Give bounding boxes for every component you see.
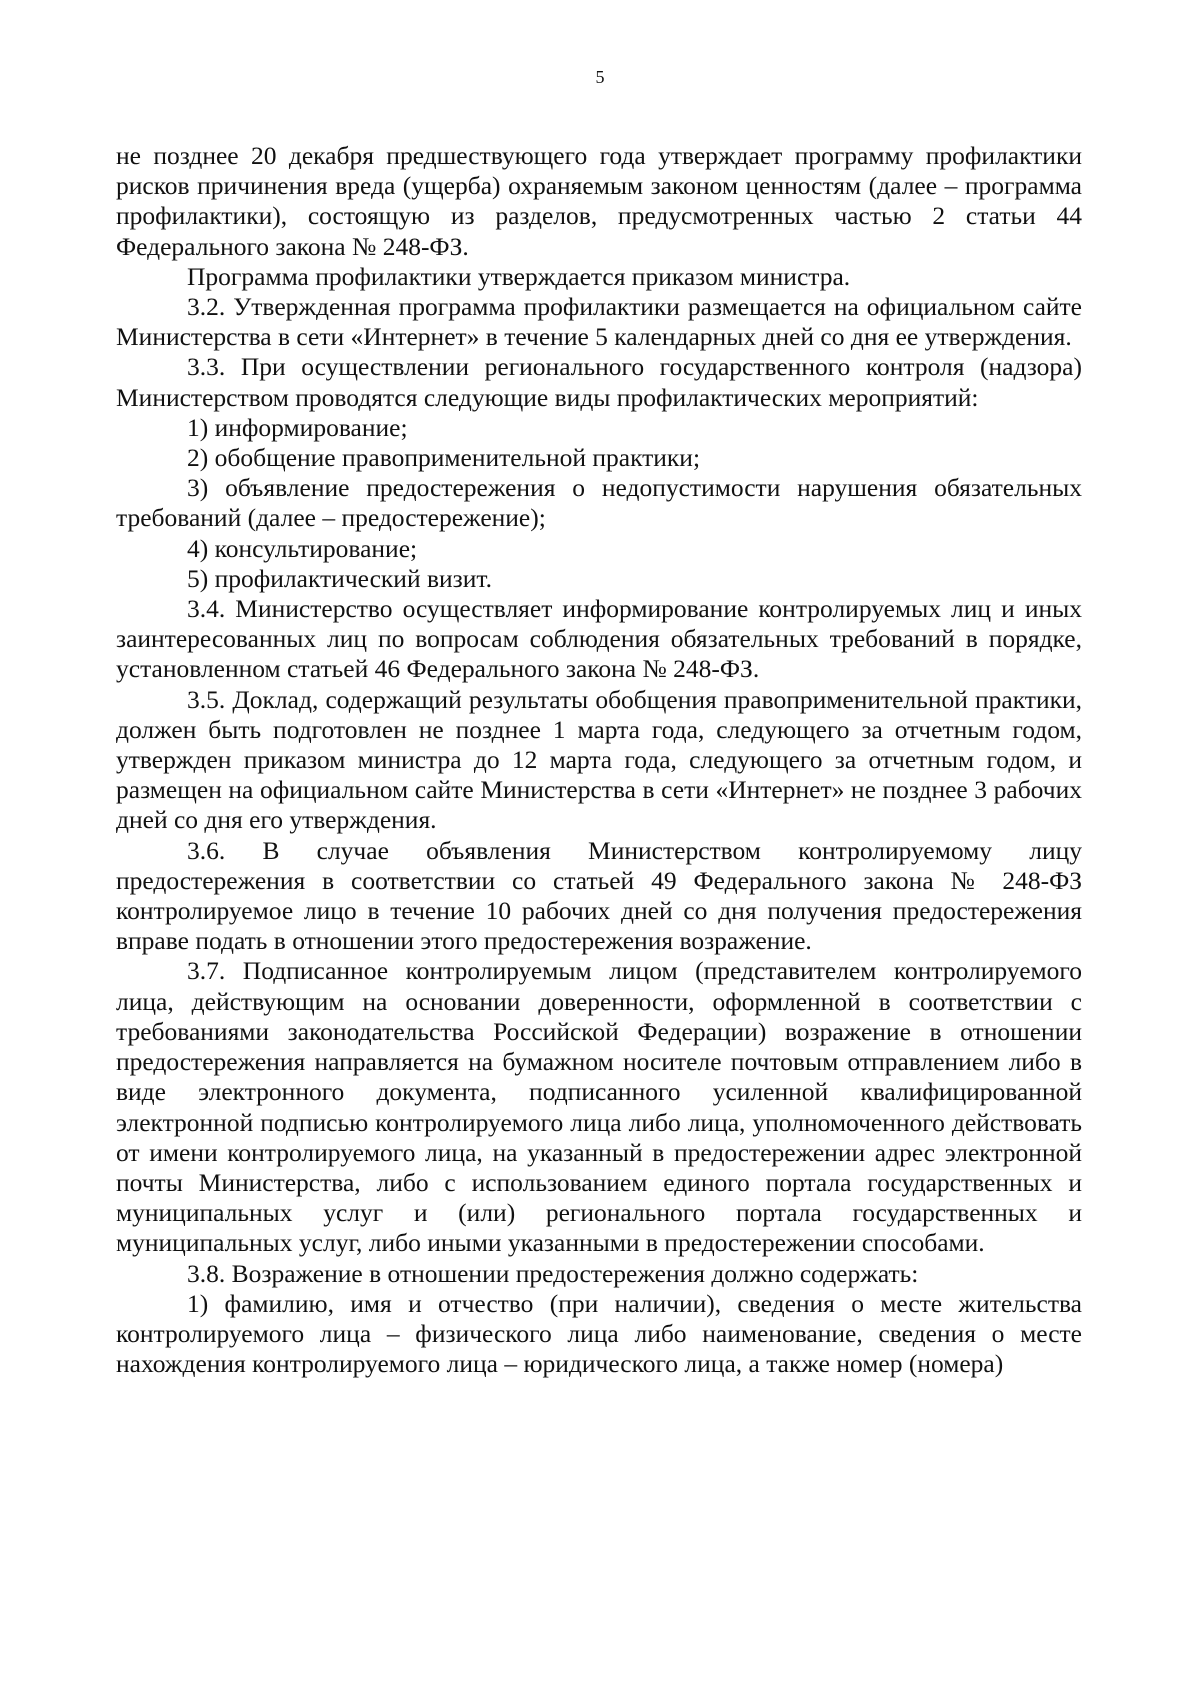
document-body [116,141,1082,1379]
paragraph-continuation: не позднее 20 декабря предшествующего года утверждает программу профилактики рисков причинения вреда (ущерба) охраняемым законом ценностям (далее – программа профилактики), состоящую из разделов, предусмотренных частью 2 статьи 44 Федерального закона № 248-ФЗ. [116,141,1082,261]
paragraph-3-3: 3.3. При осуществлении регионального государственного контроля (надзора) Министерством проводятся следующие виды профилактических мероприятий: [116,352,1082,412]
paragraph-3-8: 3.8. Возражение в отношении предостережения должно содержать: [187,1258,919,1288]
paragraph-program-approval: Программа профилактики утверждается приказом министра. [187,261,851,291]
page-number: 5 [595,67,605,87]
paragraph-3-5: 3.5. Доклад, содержащий результаты обобщения правоприменительной практики, должен быть подготовлен не позднее 1 марта года, следующего за отчетным годом, утвержден приказом министра до 12 марта года, следующего за отчетным годом, и размещен на официальном сайте Министерства в сети «Интернет» не позднее 3 рабочих дней со дня его утверждения. [116,684,1082,835]
list-item-1: 1) информирование; [187,412,408,442]
list-item-4: 4) консультирование; [187,533,418,563]
paragraph-3-6: 3.6. В случае объявления Министерством контролируемому лицу предостережения в соответствии со статьей 49 Федерального закона № 248-ФЗ контролируемое лицо в течение 10 рабочих дней со дня получения предостережения вправе подать в отношении этого предостережения возражение. [116,835,1082,956]
paragraph-3-4: 3.4. Министерство осуществляет информирование контролируемых лиц и иных заинтересованных лиц по вопросам соблюдения обязательных требований в порядке, установленном статьей 46 Федерального закона № 248-ФЗ. [116,594,1082,684]
list-item-5: 5) профилактический визит. [187,563,492,593]
list-item-3: 3) объявление предостережения о недопустимости нарушения обязательных требований (далее – предостережение); [116,473,1082,533]
paragraph-3-8-item-1: 1) фамилию, имя и отчество (при наличии), сведения о месте жительства контролируемого лица – физического лица либо наименование, сведения о месте нахождения контролируемого лица – юридического лица, а также номер (номера) [116,1288,1082,1379]
list-item-2: 2) обобщение правоприменительной практики; [187,443,701,473]
paragraph-3-7: 3.7. Подписанное контролируемым лицом (представителем контролируемого лица, действующим на основании доверенности, оформленной в соответствии с требованиями законодательства Российской Федерации) возражение в отношении предостережения направляется на бумажном носителе почтовым отправлением либо в виде электронного документа, подписанного усиленной квалифицированной электронной подписью контролируемого лица либо лица, уполномоченного действовать от имени контролируемого лица, на указанный в предостережении адрес электронной почты Министерства, либо с использованием единого портала государственных и муниципальных услуг и (или) регионального портала государственных и муниципальных услуг, либо иными указанными в предостережении способами. [116,956,1082,1258]
paragraph-3-2: 3.2. Утвержденная программа профилактики размещается на официальном сайте Министерства в сети «Интернет» в течение 5 календарных дней со дня ее утверждения. [116,292,1082,352]
